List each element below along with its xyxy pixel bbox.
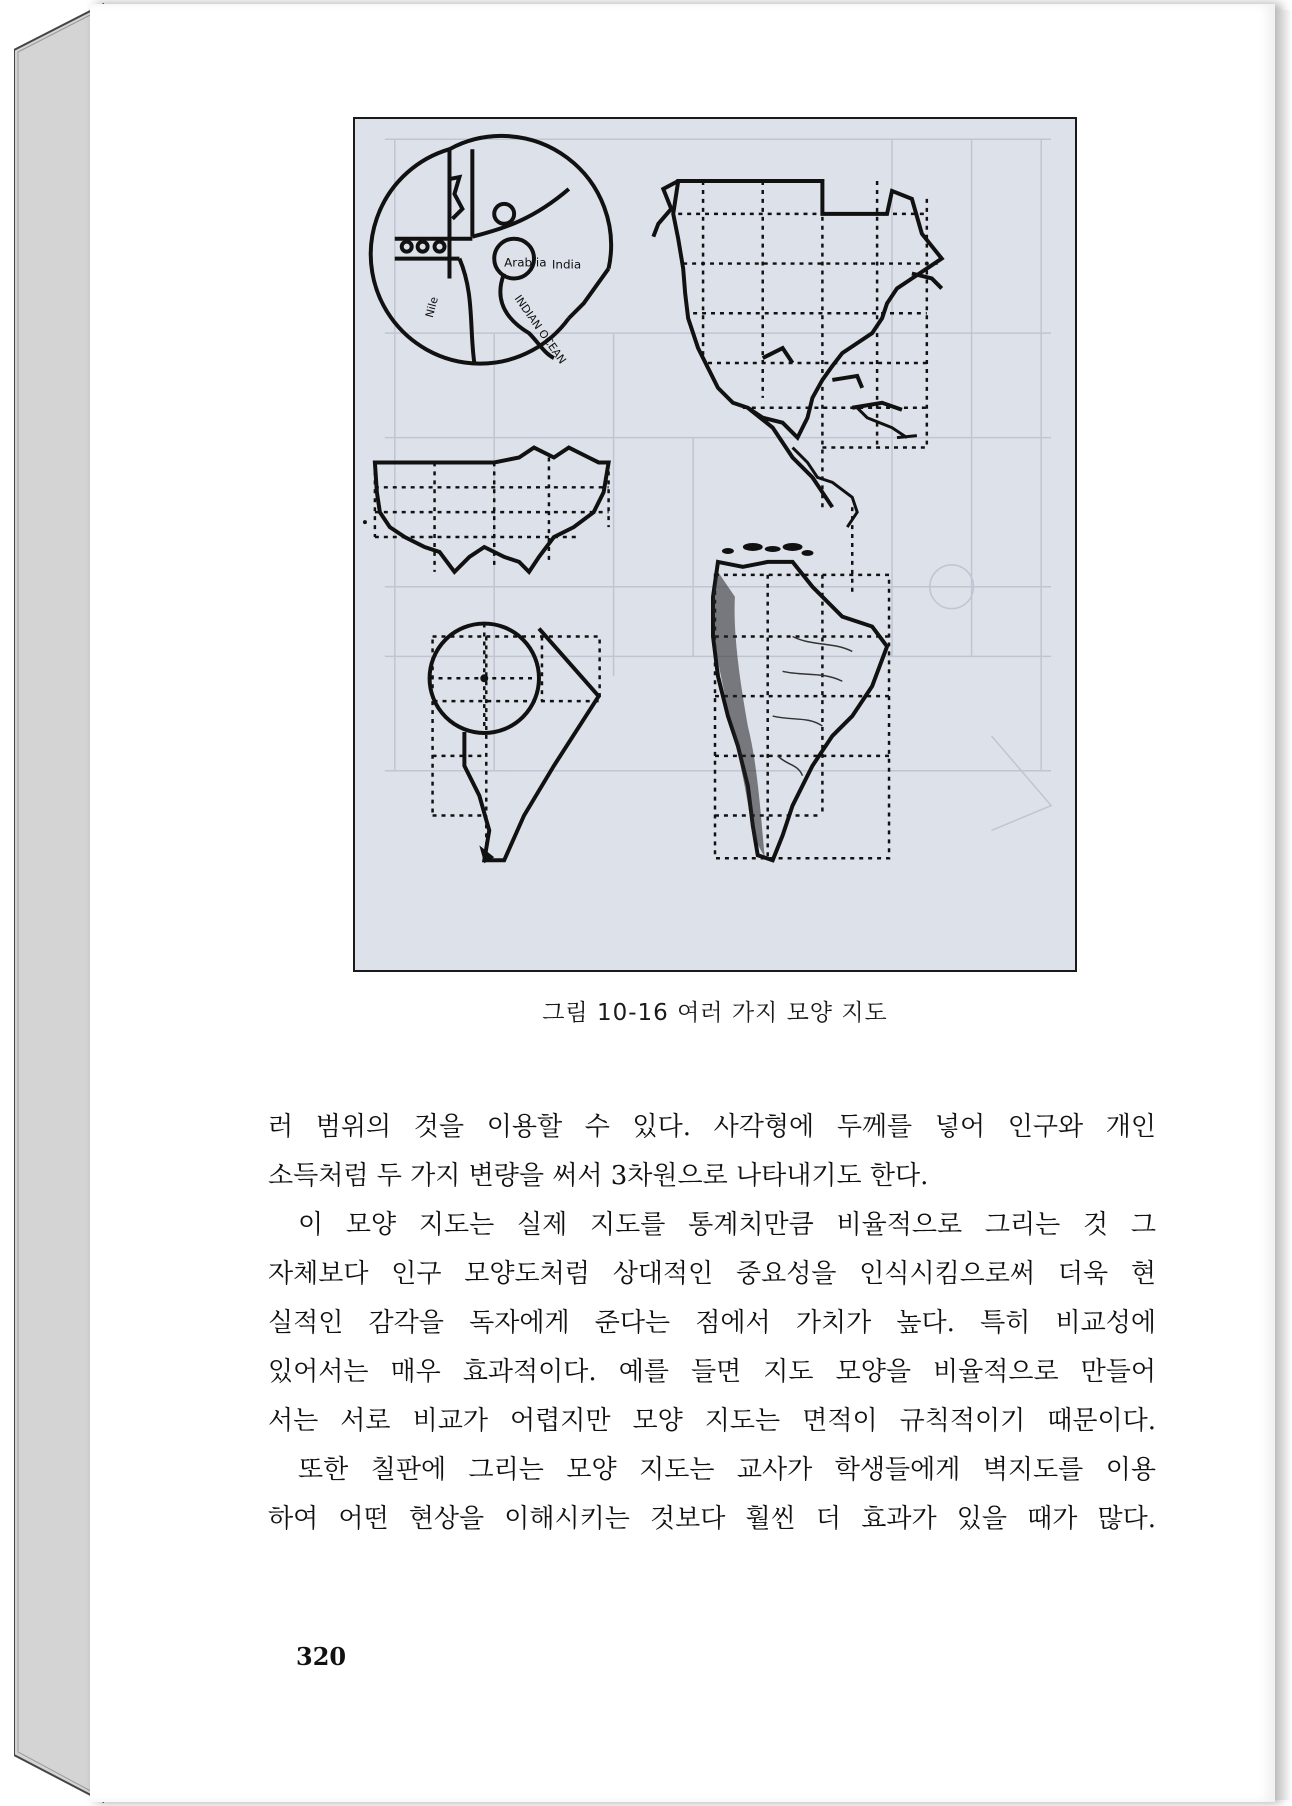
body-line: 또한 칠판에 그리는 모양 지도는 교사가 학생들에게 벽지도를 이용 xyxy=(298,1455,1156,1485)
body-line: 소득처럼 두 가지 변량을 써서 3차원으로 나타내기도 한다. xyxy=(268,1161,929,1191)
ghost-table-lines xyxy=(385,139,1051,830)
body-line: 자체보다 인구 모양도처럼 상대적인 중요성을 인식시킴으로써 더욱 현 xyxy=(268,1259,1156,1289)
body-line: 하여 어떤 현상을 이해시키는 것보다 훨씬 더 효과가 있을 때가 많다. xyxy=(268,1504,1156,1534)
map-label-arabia: Arab ia xyxy=(504,255,547,270)
south-america-shape-map xyxy=(712,543,889,860)
africa-shape-map xyxy=(430,624,600,864)
body-line: 실적인 감각을 독자에게 준다는 점에서 가치가 높다. 특히 비교성에 xyxy=(268,1308,1156,1338)
map-label-india: India xyxy=(551,257,582,272)
body-line: 러 범위의 것을 이용할 수 있다. 사각형에 두께를 넣어 인구와 개인 xyxy=(268,1112,1156,1142)
circle-map-arabia-india xyxy=(371,136,611,364)
page-shadow xyxy=(1275,10,1292,1800)
usa-grid xyxy=(375,457,609,571)
body-text xyxy=(268,1103,1156,1544)
map-label-indian-ocean: INDIAN OCEAN xyxy=(511,292,569,367)
body-line: 이 모양 지도는 실제 지도를 통계치만큼 비율적으로 그리는 것 그 xyxy=(298,1210,1156,1240)
shape-maps-illustration xyxy=(355,119,1075,970)
usa-shape-map xyxy=(363,448,609,572)
north-america-shape-map xyxy=(653,181,941,597)
shape-maps-figure xyxy=(353,117,1077,972)
body-line: 서는 서로 비교가 어렵지만 모양 지도는 면적이 규칙적이기 때문이다. xyxy=(268,1406,1156,1436)
figure-caption: 그림 10-16 여러 가지 모양 지도 xyxy=(542,1000,888,1026)
body-line: 있어서는 매우 효과적이다. 예를 들면 지도 모양을 비율적으로 만들어 xyxy=(268,1357,1156,1387)
page-number: 320 xyxy=(296,1642,347,1671)
map-label-nile: Nile xyxy=(422,295,441,320)
